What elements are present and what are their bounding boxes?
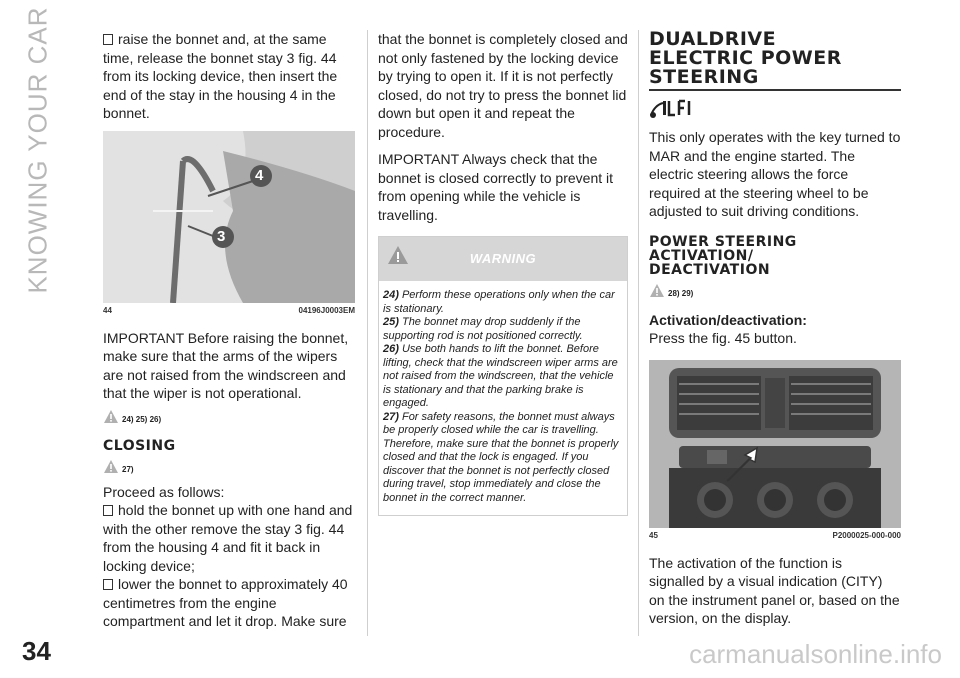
section-heading-activation: POWER STEERING ACTIVATION/ DEACTIVATION — [649, 233, 797, 278]
warning-item-27: 27) For safety reasons, the bonnet must always be properly closed while the car is travelling. Therefore, make sure that the bonnet is properly closed and that the lock is engaged. If you discover that the bonnet is not perfectly closed during travel, stop immediately and close the bonnet in the correct manner. — [383, 410, 619, 504]
warning-triangle-icon — [103, 459, 119, 474]
bullet-lower-bonnet: lower the bonnet to approximately 40 centimetres from the engine compartment and let it drop. Make sure — [103, 575, 355, 631]
column-1 — [103, 30, 355, 631]
warning-body — [379, 281, 627, 515]
warning-refs — [649, 283, 901, 303]
important-note-wipers: IMPORTANT Before raising the bonnet, make sure that the arms of the wipers are not raised from the windscreen and that the wiper is not operational. — [103, 329, 349, 401]
warning-ref-numbers: 28) 29) — [668, 288, 694, 298]
dualdrive-intro: This only operates with the key turned to MAR and the engine started. The electric steering allows the force required at the steering wheel to be adjusted to suit driving conditions. — [649, 129, 901, 219]
warning-ref-numbers: 27) — [122, 464, 134, 474]
figure-45-caption — [649, 528, 901, 540]
column-3 — [649, 30, 901, 628]
bullet-raise-bonnet: raise the bonnet and, at the same time, release the bonnet stay 3 fig. 44 from its locking device, then insert the end of the stay in the housing 4 in the bonnet. — [103, 30, 355, 123]
warning-item-24: 24) Perform these operations only when the car is stationary. — [383, 289, 615, 315]
warning-refs — [103, 409, 355, 429]
heading-rule — [649, 89, 901, 91]
activation-subheading: Activation/deactivation: — [649, 311, 807, 328]
section-heading-dualdrive: DUALDRIVE ELECTRIC POWER STEERING — [649, 28, 842, 88]
warning-ref-numbers: 24) 25) 26) — [122, 414, 162, 424]
figure-44-caption — [103, 303, 355, 315]
warning-title: WARNING — [469, 251, 537, 266]
callout-4: 4 — [255, 166, 264, 184]
section-heading-closing: CLOSING — [103, 437, 176, 454]
bullet-hold-bonnet: hold the bonnet up with one hand and with the other remove the stay 3 fig. 44 from the housing 4 and fit it back in locking device; — [103, 501, 355, 575]
warning-item-25: 25) The bonnet may drop suddenly if the supporting rod is not positioned correctly. — [383, 316, 583, 342]
closing-check-text: that the bonnet is completely closed and not only fastened by the locking device by trying to open it. If it is not perfectly closed, do not try to press the bonnet lid down but open it and repeat the procedure. — [378, 31, 628, 140]
page-number: 34 — [22, 636, 51, 666]
important-note-closed: IMPORTANT Always check that the bonnet is closed correctly to prevent it from opening while the vehicle is travelling. — [378, 151, 614, 223]
side-section-label: KNOWING YOUR CAR — [22, 6, 53, 294]
figure-number: 45 — [649, 530, 658, 540]
column-divider — [367, 30, 368, 636]
bonnet-stay-illustration — [103, 131, 355, 303]
figure-44-image — [103, 131, 355, 303]
column-2 — [378, 30, 628, 516]
figure-code: P2000025-000-000 — [832, 530, 901, 540]
figure-45-image — [649, 360, 901, 528]
steering-assist-icon — [649, 97, 695, 119]
warning-triangle-icon — [649, 283, 665, 298]
proceed-text: Proceed as follows: — [103, 483, 225, 500]
warning-box — [378, 236, 628, 516]
figure-number: 44 — [103, 305, 112, 315]
activation-indication-text: The activation of the function is signalled by a visual indication (CITY) on the instrument panel or, based on the version, on the display. — [649, 554, 900, 626]
warning-refs — [103, 459, 355, 479]
callout-3: 3 — [217, 227, 226, 245]
warning-item-26: 26) Use both hands to lift the bonnet. Before lifting, check that the windscreen wiper arms are not raised from the windscreen, that the vehicle is stationary and that the parking brake is engaged. — [383, 343, 618, 409]
warning-triangle-icon — [103, 409, 119, 424]
dashboard-controls-illustration — [649, 360, 901, 528]
figure-code: 04196J0003EM — [298, 305, 355, 315]
press-button-text: Press the fig. 45 button. — [649, 330, 797, 346]
column-divider — [638, 30, 639, 636]
warning-header — [379, 237, 627, 281]
watermark: carmanualsonline.info — [689, 639, 942, 669]
